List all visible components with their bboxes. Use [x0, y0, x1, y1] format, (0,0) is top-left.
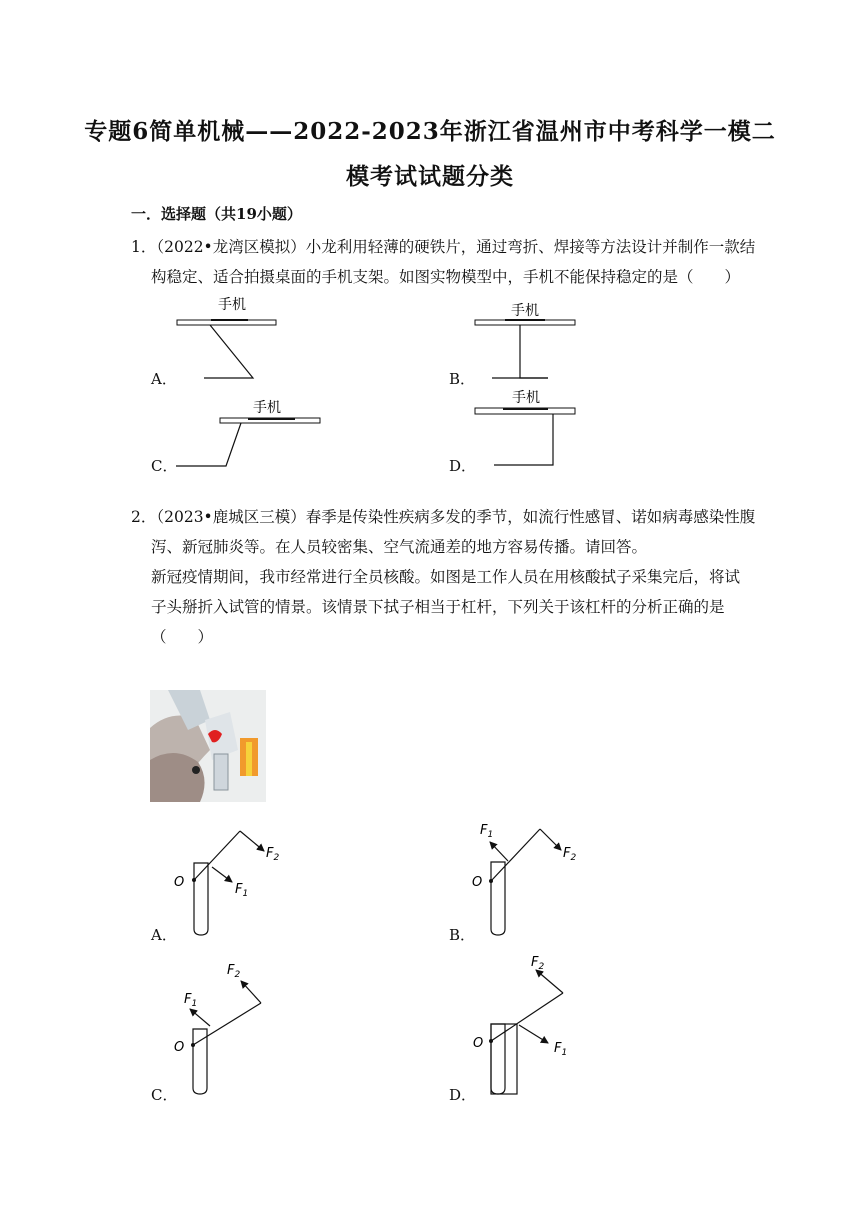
section-heading: 一．选择题（共19小题）	[131, 205, 302, 223]
q2-lever-d-figure	[473, 955, 567, 1094]
q1-a-phone-label: 手机	[218, 297, 246, 313]
q2-c-o-label: O	[174, 1040, 185, 1055]
q2-text-line-3: 新冠疫情期间，我市经常进行全员核酸。如图是工作人员在用核酸拭子采集完后，将试	[151, 568, 741, 586]
q2-option-d[interactable]: D．	[449, 1086, 477, 1104]
q2-a-f2-label: $F_2$	[266, 846, 280, 863]
swab-photo	[150, 690, 266, 802]
page-title-line-1: 专题6简单机械——2022-2023年浙江省温州市中考科学一模二	[84, 118, 776, 145]
q2-a-f1-label: $F_1$	[235, 882, 249, 899]
q2-lever-b-figure	[472, 823, 576, 935]
q2-text-line-1: 2．（2023•鹿城区三模）春季是传染性疾病多发的季节，如流行性感冒、诺如病毒感染性腹	[131, 508, 756, 526]
q2-c-f1-label: $F_1$	[184, 992, 198, 1009]
q1-stand-c-figure	[176, 399, 320, 466]
q1-c-phone-label: 手机	[253, 400, 281, 416]
q2-lever-a-figure	[174, 831, 279, 935]
q1-option-a[interactable]: A．	[151, 370, 177, 388]
q2-d-o-label: O	[473, 1036, 484, 1051]
q2-b-f2-label: $F_2$	[563, 846, 577, 863]
q2-option-a[interactable]: A．	[151, 926, 177, 944]
q1-option-c[interactable]: C．	[151, 457, 178, 475]
q2-d-f2-label: $F_2$	[531, 955, 545, 972]
q2-text-line-4: 子头掰折入试管的情景。该情景下拭子相当于杠杆，下列关于该杠杆的分析正确的是	[151, 598, 725, 616]
q2-d-f1-label: $F_1$	[554, 1041, 568, 1058]
q1-d-phone-label: 手机	[512, 390, 540, 406]
q1-stand-d-figure	[475, 389, 575, 465]
q2-b-f1-label: $F_1$	[480, 823, 494, 840]
q2-a-o-label: O	[174, 875, 185, 890]
q2-lever-c-figure	[174, 963, 261, 1094]
q2-text-line-2: 泻、新冠肺炎等。在人员较密集、空气流通差的地方容易传播。请回答。	[151, 538, 648, 556]
q2-text-line-5: （ ）	[151, 628, 214, 646]
q1-text-line-1: 1．（2022•龙湾区模拟）小龙利用轻薄的硬铁片，通过弯折、焊接等方法设计并制作一款结	[131, 238, 756, 256]
q2-option-b[interactable]: B．	[449, 926, 476, 944]
q1-b-phone-label: 手机	[511, 303, 539, 319]
q1-stand-a-figure	[177, 296, 276, 378]
q1-stand-b-figure	[475, 302, 575, 378]
page-title-line-2: 模考试试题分类	[346, 163, 514, 190]
q2-option-c[interactable]: C．	[151, 1086, 178, 1104]
q1-option-d[interactable]: D．	[449, 457, 477, 475]
q1-option-b[interactable]: B．	[449, 370, 476, 388]
q1-text-line-2: 构稳定、适合拍摄桌面的手机支架。如图实物模型中，手机不能保持稳定的是（ ）	[151, 268, 741, 286]
q2-c-f2-label: $F_2$	[227, 963, 241, 980]
q2-b-o-label: O	[472, 875, 483, 890]
